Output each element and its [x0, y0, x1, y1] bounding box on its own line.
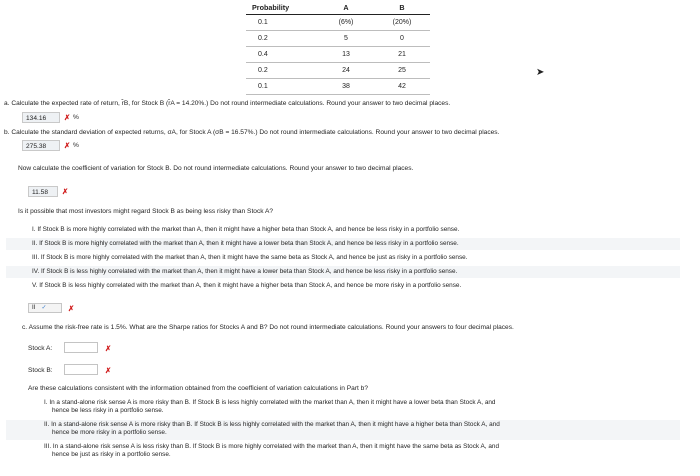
cv-question: Now calculate the coefficient of variation for Stock B. Do not round intermediate calculations. Round your answer to two decimal places.	[18, 165, 414, 172]
riskier-option-3: III. If Stock B is more highly correlated with the market than A, then it might have the same beta as Stock A, and hence be just as risky in a portfolio sense.	[32, 254, 468, 261]
cell-a: 13	[318, 46, 374, 62]
part-c-question: c. Assume the risk-free rate is 1.5%. What are the Sharpe ratios for Stocks A and B? Do not round intermediate calculations. Round your answers to four decimal places.	[22, 324, 514, 331]
consistent-option-2-line-2: hence be more risky in a portfolio sense.	[52, 429, 167, 436]
consistent-option-3-line-2: hence be just as risky in a portfolio sense.	[52, 451, 171, 458]
cv-answer-input[interactable]: 11.58	[28, 186, 58, 197]
riskier-option-5: V. If Stock B is less highly correlated with the market than A, then it might have a higher beta than Stock A, and hence be more risky in a portfolio sense.	[32, 282, 462, 289]
cell-a: 38	[318, 78, 374, 94]
cell-b: 42	[374, 78, 430, 94]
part-a-unit: %	[73, 114, 79, 121]
stock-b-sharpe-input[interactable]	[64, 364, 98, 375]
part-b-incorrect-icon: ✗	[64, 141, 71, 150]
header-stock-a: A	[318, 2, 374, 14]
mouse-pointer-icon: ➤	[536, 67, 545, 78]
chevron-down-icon: ✓	[41, 305, 47, 311]
table-row	[246, 62, 430, 78]
riskier-selected-value: II	[32, 304, 36, 311]
stock-a-label: Stock A:	[28, 345, 53, 352]
cell-b: 21	[374, 46, 430, 62]
cell-a: 5	[318, 30, 374, 46]
stock-a-sharpe-input[interactable]	[64, 342, 98, 353]
consistent-option-2-line-1: II. In a stand-alone risk sense A is more risky than B. If Stock B is less highly correlated with the market than A, then it might have a higher beta than Stock A, and	[44, 421, 500, 428]
cv-incorrect-icon: ✗	[62, 187, 69, 196]
table-row	[246, 30, 430, 46]
cell-probability: 0.2	[246, 30, 318, 46]
cell-probability: 0.1	[246, 14, 318, 30]
riskier-incorrect-icon: ✗	[68, 304, 75, 313]
consistent-option-1-line-1: I. In a stand-alone risk sense A is more risky than B. If Stock B is less highly correlated with the market than A, then it might have a lower beta than Stock A, and	[44, 399, 496, 406]
cell-b: (20%)	[374, 14, 430, 30]
part-a-answer-input[interactable]: 134.16	[22, 112, 60, 123]
stock-b-label: Stock B:	[28, 367, 53, 374]
part-b-unit: %	[73, 142, 79, 149]
cell-probability: 0.1	[246, 78, 318, 94]
riskier-option-1: I. If Stock B is more highly correlated with the market than A, then it might have a higher beta than Stock A, and hence be less risky in a portfolio sense.	[32, 226, 460, 233]
cell-a: 24	[318, 62, 374, 78]
riskier-option-4: IV. If Stock B is less highly correlated with the market than A, then it might have a lower beta than Stock A, and hence be less risky in a portfolio sense.	[32, 268, 458, 275]
riskier-question: Is it possible that most investors might regard Stock B as being less risky than Stock A?	[18, 208, 274, 215]
cell-probability: 0.2	[246, 62, 318, 78]
consistent-question: Are these calculations consistent with the information obtained from the coefficient of variation calculations in Part b?	[28, 385, 369, 392]
riskier-option-2: II. If Stock B is more highly correlated with the market than A, then it might have a lower beta than Stock A, and hence be less risky in a portfolio sense.	[32, 240, 459, 247]
header-stock-b: B	[374, 2, 430, 14]
cell-a: (6%)	[318, 14, 374, 30]
table-row	[246, 14, 430, 30]
stock-b-incorrect-icon: ✗	[105, 366, 112, 375]
part-a-incorrect-icon: ✗	[64, 113, 71, 122]
header-probability: Probability	[246, 2, 318, 14]
probability-table	[246, 2, 430, 95]
consistent-option-1-line-2: hence be less risky in a portfolio sense.	[52, 407, 164, 414]
cell-b: 0	[374, 30, 430, 46]
cell-probability: 0.4	[246, 46, 318, 62]
consistent-option-3-line-1: III. In a stand-alone risk sense A is less risky than B. If Stock B is more highly correlated with the market than A, then it might have the same beta as Stock A, and	[44, 443, 500, 450]
cell-b: 25	[374, 62, 430, 78]
table-row	[246, 46, 430, 62]
table-row	[246, 78, 430, 94]
part-b-answer-input[interactable]: 275.38	[22, 140, 60, 151]
riskier-answer-select[interactable]	[28, 303, 62, 313]
part-b-question: b. Calculate the standard deviation of expected returns, σA, for Stock A (σB = 16.57%.) Do not round intermediate calculations. Round your answer to two decimal places.	[4, 129, 500, 136]
part-a-question: a. Calculate the expected rate of return, r̂B, for Stock B (r̂A = 14.20%.) Do not round intermediate calculations. Round your answer to two decimal places.	[4, 100, 451, 107]
stock-a-incorrect-icon: ✗	[105, 344, 112, 353]
